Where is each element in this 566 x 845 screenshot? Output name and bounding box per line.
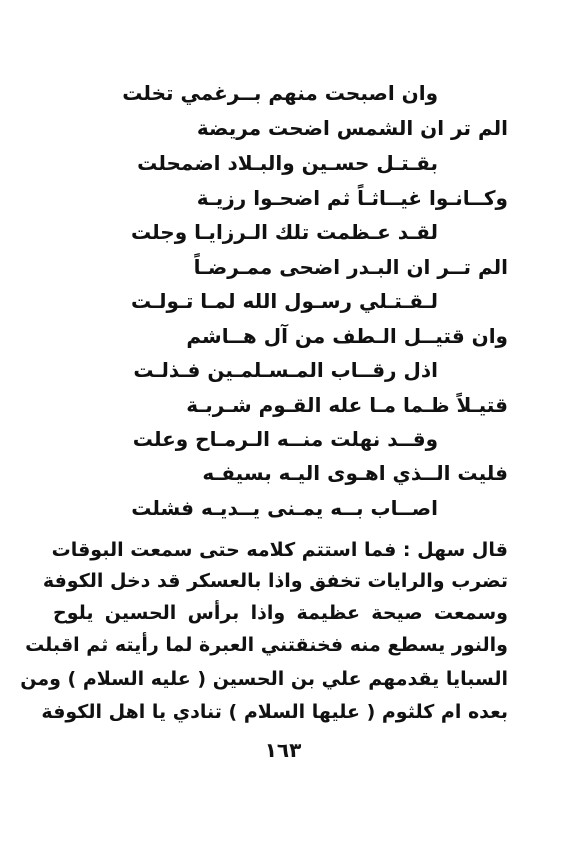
prose-line: تضرب والرايات تخفق واذا بالعسكر قد دخل الكوفة bbox=[42, 570, 508, 592]
poem-line: وكــانـوا غيــاثـاً ثم اضحـوا رزيـة bbox=[196, 186, 508, 210]
page-number: ١٦٣ bbox=[264, 738, 302, 762]
poem-line: لقـد عـظمت تلك الـرزايـا وجلت bbox=[130, 220, 438, 244]
prose-line: بعده ام كلثوم ( عليها السلام ) تنادي يا اهل الكوفة bbox=[41, 701, 508, 723]
poem-line: قتيـلاً ظـما مـا عله القـوم شـربـة bbox=[186, 393, 508, 417]
poem-line: وان قتيــل الـطف من آل هــاشم bbox=[186, 324, 508, 348]
poem-line: الم تر ان الشمس اضحت مريضة bbox=[196, 116, 508, 140]
prose-line: السبايا يقدمهم علي بن الحسين ( عليه السلام ) ومن bbox=[20, 668, 508, 690]
poem-line: اذل رقــاب المـسـلمـين فـذلـت bbox=[133, 358, 438, 382]
poem-line: بقـتـل حسـين والبـلاد اضمحلت bbox=[137, 151, 438, 175]
poem-line: وقــد نهلت منــه الـرمـاح وعلت bbox=[132, 427, 438, 451]
poem-line: وان اصبحت منهم بــرغمي تخلت bbox=[122, 81, 438, 105]
prose-line: قال سهل : فما استتم كلامه حتى سمعت البوقات bbox=[51, 539, 508, 561]
prose-line: وسمعت صيحة عظيمة واذا برأس الحسين يلوح bbox=[53, 602, 508, 624]
poem-line: لـقـتـلي رسـول الله لمـا تـولـت bbox=[130, 289, 438, 313]
poem-line: فليت الــذي اهـوى اليـه بسيفـه bbox=[202, 461, 508, 485]
prose-line: والنور يسطع منه فخنقتني العبرة لما رأيته ثم اقبلت bbox=[25, 634, 508, 656]
poem-line: الم تــر ان البـدر اضحى ممـرضـاً bbox=[193, 255, 508, 279]
poem-line: اصــاب بــه يمـنى يــديـه فشلت bbox=[131, 496, 438, 520]
